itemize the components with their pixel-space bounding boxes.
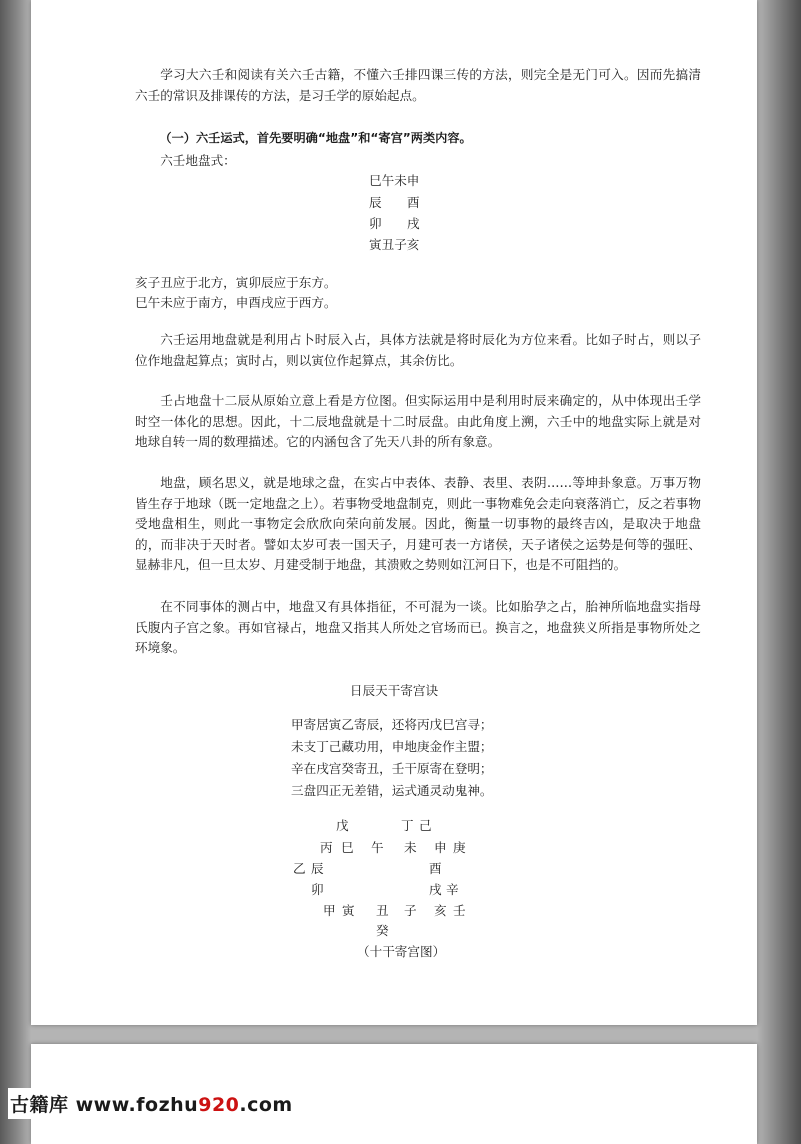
diagram-branch: 巳 (341, 840, 354, 855)
section-heading: （一）六壬运式，首先要明确“地盘”和“寄宫”两类内容。 (159, 131, 472, 145)
verse-line: 辛在戌宫癸寄丑，壬干原寄在登明； (291, 761, 493, 776)
verse-title: 日辰天干寄宫诀 (349, 683, 439, 698)
body-paragraph: 在不同事体的测占中，地盘又有具体指征，不可混为一谈。比如胎孕之占，胎神所临地盘实指母氏腹内子宫之象。再如官禄占，地盘又指其人所处之官场而已。换言之，地盘狭义所指是事物所处之环境象。 (135, 599, 701, 655)
earth-chart-row: 寅丑子亥 (369, 237, 420, 252)
earth-chart-cell: 酉 (407, 195, 420, 210)
diagram-stem: 乙 (293, 861, 306, 876)
diagram-branch: 子 (404, 903, 417, 918)
diagram-branch: 辰 (311, 861, 324, 876)
diagram-stem: 庚 (453, 840, 466, 855)
diagram-stem: 辛 (446, 882, 459, 897)
diagram-stem: 甲 (323, 903, 336, 918)
watermark-text: 古籍库 www.fozhu (10, 1094, 199, 1116)
diagram-stem: 丁 (401, 818, 414, 833)
body-paragraph: 六壬运用地盘就是利用占卜时辰入占，具体方法就是将时辰化为方位来看。比如子时占，则以子位作地盘起算点；寅时占，则以寅位作起算点，其余仿比。 (135, 332, 701, 368)
direction-line: 亥子丑应于北方，寅卯辰应于东方。 (135, 275, 337, 290)
earth-chart-row: 巳午未申 (369, 173, 420, 188)
direction-line: 巳午未应于南方，申酉戌应于西方。 (135, 295, 337, 310)
diagram-branch: 戌 (429, 882, 442, 897)
diagram-branch: 丑 (376, 903, 389, 918)
diagram-stem: 丙 (320, 840, 333, 855)
diagram-stem: 戊 (336, 818, 349, 833)
diagram-branch: 卯 (311, 882, 324, 897)
body-paragraph: 地盘，顾名思义，就是地球之盘，在实占中表体、表静、表里、表阴……等坤卦象意。万事万物皆生存于地球（既一定地盘之上）。若事物受地盘制克，则此一事物难免会走向衰落消亡，反之若事物受地盘相生，则此一事物定会欣欣向荣向前发展。因此，衡量一切事物的最终吉凶，是取决于地盘的，而非决于天时者。譬如太岁可表一国天子，月建可表一方诸侯，天子诸侯之运势是何等的强旺、显赫非凡，但一旦太岁、月建受制于地盘，其溃败之势则如江河日下，也是不可阻挡的。 (135, 475, 701, 572)
diagram-stem: 癸 (376, 923, 389, 938)
diagram-caption: （十干寄宫图） (357, 944, 446, 959)
verse-line: 三盘四正无差错，运式通灵动鬼神。 (291, 783, 493, 798)
earth-chart-cell: 卯 (369, 216, 382, 231)
diagram-branch: 酉 (429, 861, 442, 876)
diagram-branch: 午 (371, 840, 384, 855)
diagram-branch: 亥 (434, 903, 447, 918)
diagram-branch: 寅 (342, 903, 355, 918)
diagram-branch: 未 (404, 840, 417, 855)
intro-paragraph: 学习大六壬和阅读有关六壬古籍，不懂六壬排四课三传的方法，则完全是无门可入。因而先搞清六壬的常识及排课传的方法，是习壬学的原始起点。 (135, 67, 701, 103)
earth-chart-cell: 戌 (407, 216, 420, 231)
verse-line: 甲寄居寅乙寄辰，还将丙戊巳宫寻； (291, 717, 493, 732)
diagram-branch: 申 (434, 840, 447, 855)
watermark-suffix: .com (239, 1094, 293, 1116)
verse-block (291, 714, 493, 802)
document-page (31, 0, 757, 1025)
watermark-number: 920 (198, 1094, 240, 1116)
verse-line: 未支丁己藏功用，申地庚金作主盟； (291, 739, 493, 754)
diagram-stem: 壬 (453, 903, 466, 918)
body-paragraph: 壬占地盘十二辰从原始立意上看是方位图。但实际运用中是利用时辰来确定的，从中体现出壬学时空一体化的思想。因此，十二辰地盘就是十二时辰盘。由此角度上溯，六壬中的地盘实际上就是对地球自转一周的数理描述。它的内涵包含了先天八卦的所有象意。 (135, 393, 701, 449)
diagram-stem: 己 (419, 818, 432, 833)
earth-chart-cell: 辰 (369, 195, 382, 210)
site-watermark (8, 1088, 297, 1119)
earth-chart-label: 六壬地盘式： (160, 153, 236, 168)
